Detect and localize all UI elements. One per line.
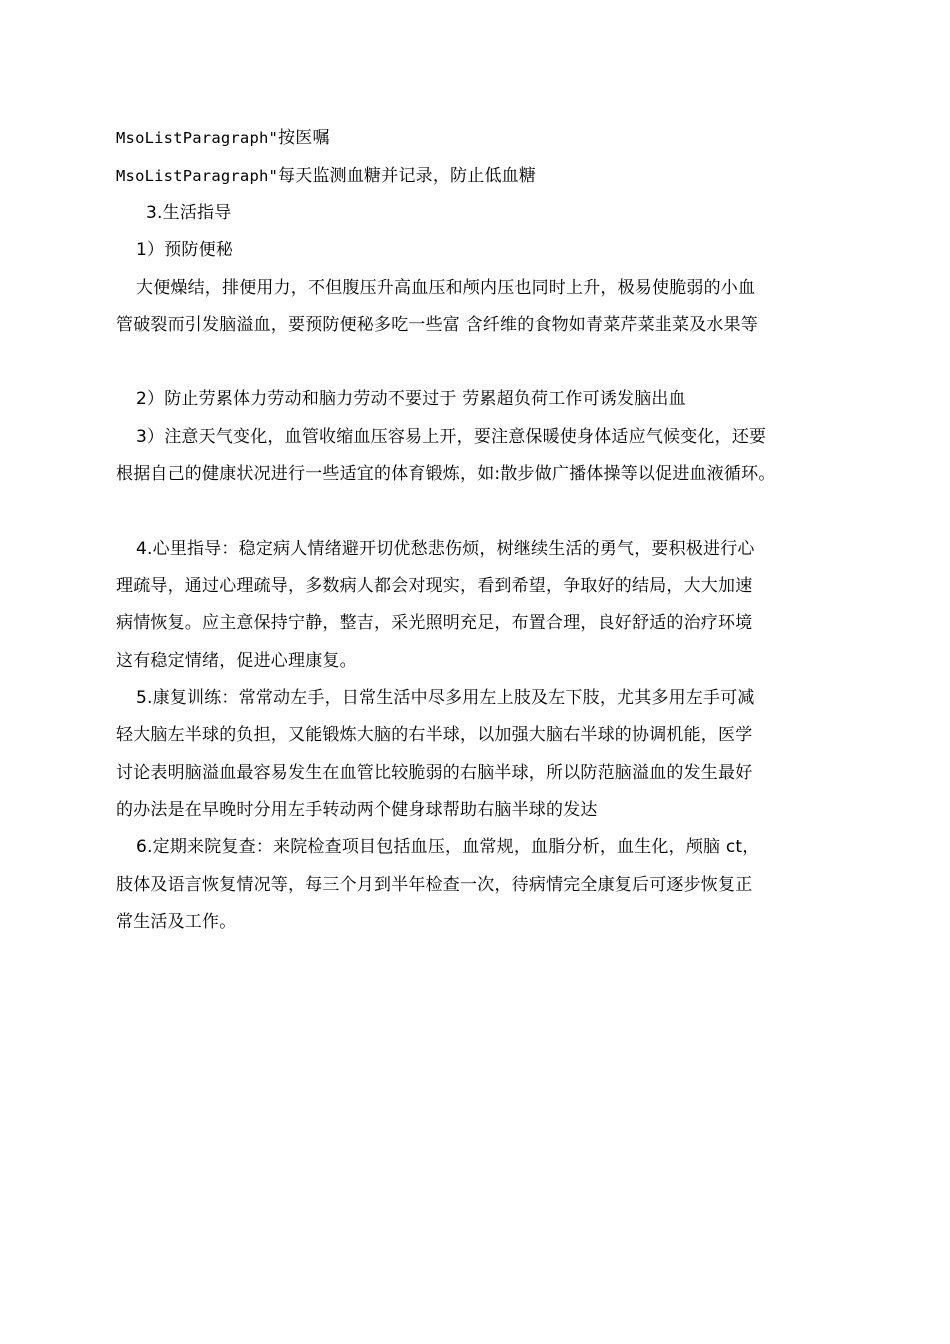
paragraph-line: 常生活及工作。 <box>116 912 237 932</box>
list-prefix: MsoListParagraph" <box>116 129 279 147</box>
list-prefix: MsoListParagraph" <box>116 167 279 185</box>
paragraph-line: 肢体及语言恢复情况等，每三个月到半年检查一次，待病情完全康复后可逐步恢复正 <box>116 875 753 895</box>
paragraph-line: 的办法是在早晚时分用左手转动两个健身球帮助右脑半球的发达 <box>116 800 598 820</box>
subsection-fatigue: 2）防止劳累体力劳动和脑力劳动不要过于 劳累超负荷工作可诱发脑出血 <box>136 389 686 409</box>
list-text: 每天监测血糖并记录，防止低血糖 <box>278 166 537 186</box>
list-text: 按医嘱 <box>278 128 330 148</box>
paragraph-line: 根据自己的健康状况进行一些适宜的体育锻炼，如:散步做广播体操等以促进血液循环。 <box>116 464 776 484</box>
subsection-heading-constipation: 1）预防便秘 <box>136 240 234 260</box>
paragraph-line: 轻大脑左半球的负担，又能锻炼大脑的右半球，以加强大脑右半球的协调机能，医学 <box>116 725 753 745</box>
paragraph-line: 理疏导，通过心理疏导，多数病人都会对现实，看到希望，争取好的结局，大大加速 <box>116 576 753 596</box>
paragraph-line: 4.心里指导：稳定病人情绪避开切优愁悲伤烦，树继续生活的勇气，要积极进行心 <box>136 539 755 559</box>
paragraph-line: 病情恢复。应主意保持宁静，整吉，采光照明充足，布置合理，良好舒适的治疗环境 <box>116 613 753 633</box>
paragraph-line: 管破裂而引发脑溢血，要预防便秘多吃一些富 含纤维的食物如青菜芹菜韭菜及水果等 <box>116 315 759 335</box>
list-item-doctor-orders <box>116 126 330 150</box>
paragraph-line: 大便燥结，排便用力，不但腹压升高血压和颅内压也同时上升，极易使脆弱的小血 <box>136 278 756 298</box>
section-heading-life-guidance: 3.生活指导 <box>146 203 232 223</box>
paragraph-line: 讨论表明脑溢血最容易发生在血管比较脆弱的右脑半球，所以防范脑溢血的发生最好 <box>116 763 753 783</box>
paragraph-line: 这有稳定情绪，促进心理康复。 <box>116 651 357 671</box>
list-item-blood-sugar <box>116 164 536 188</box>
paragraph-line: 6.定期来院复查：来院检查项目包括血压，血常规，血脂分析，血生化，颅脑 ct， <box>136 837 760 857</box>
paragraph-line: 3）注意天气变化，血管收缩血压容易上开，要注意保暖使身体适应气候变化，还要 <box>136 427 767 447</box>
paragraph-line: 5.康复训练：常常动左手，日常生活中尽多用左上肢及左下肢，尤其多用左手可减 <box>136 688 755 708</box>
